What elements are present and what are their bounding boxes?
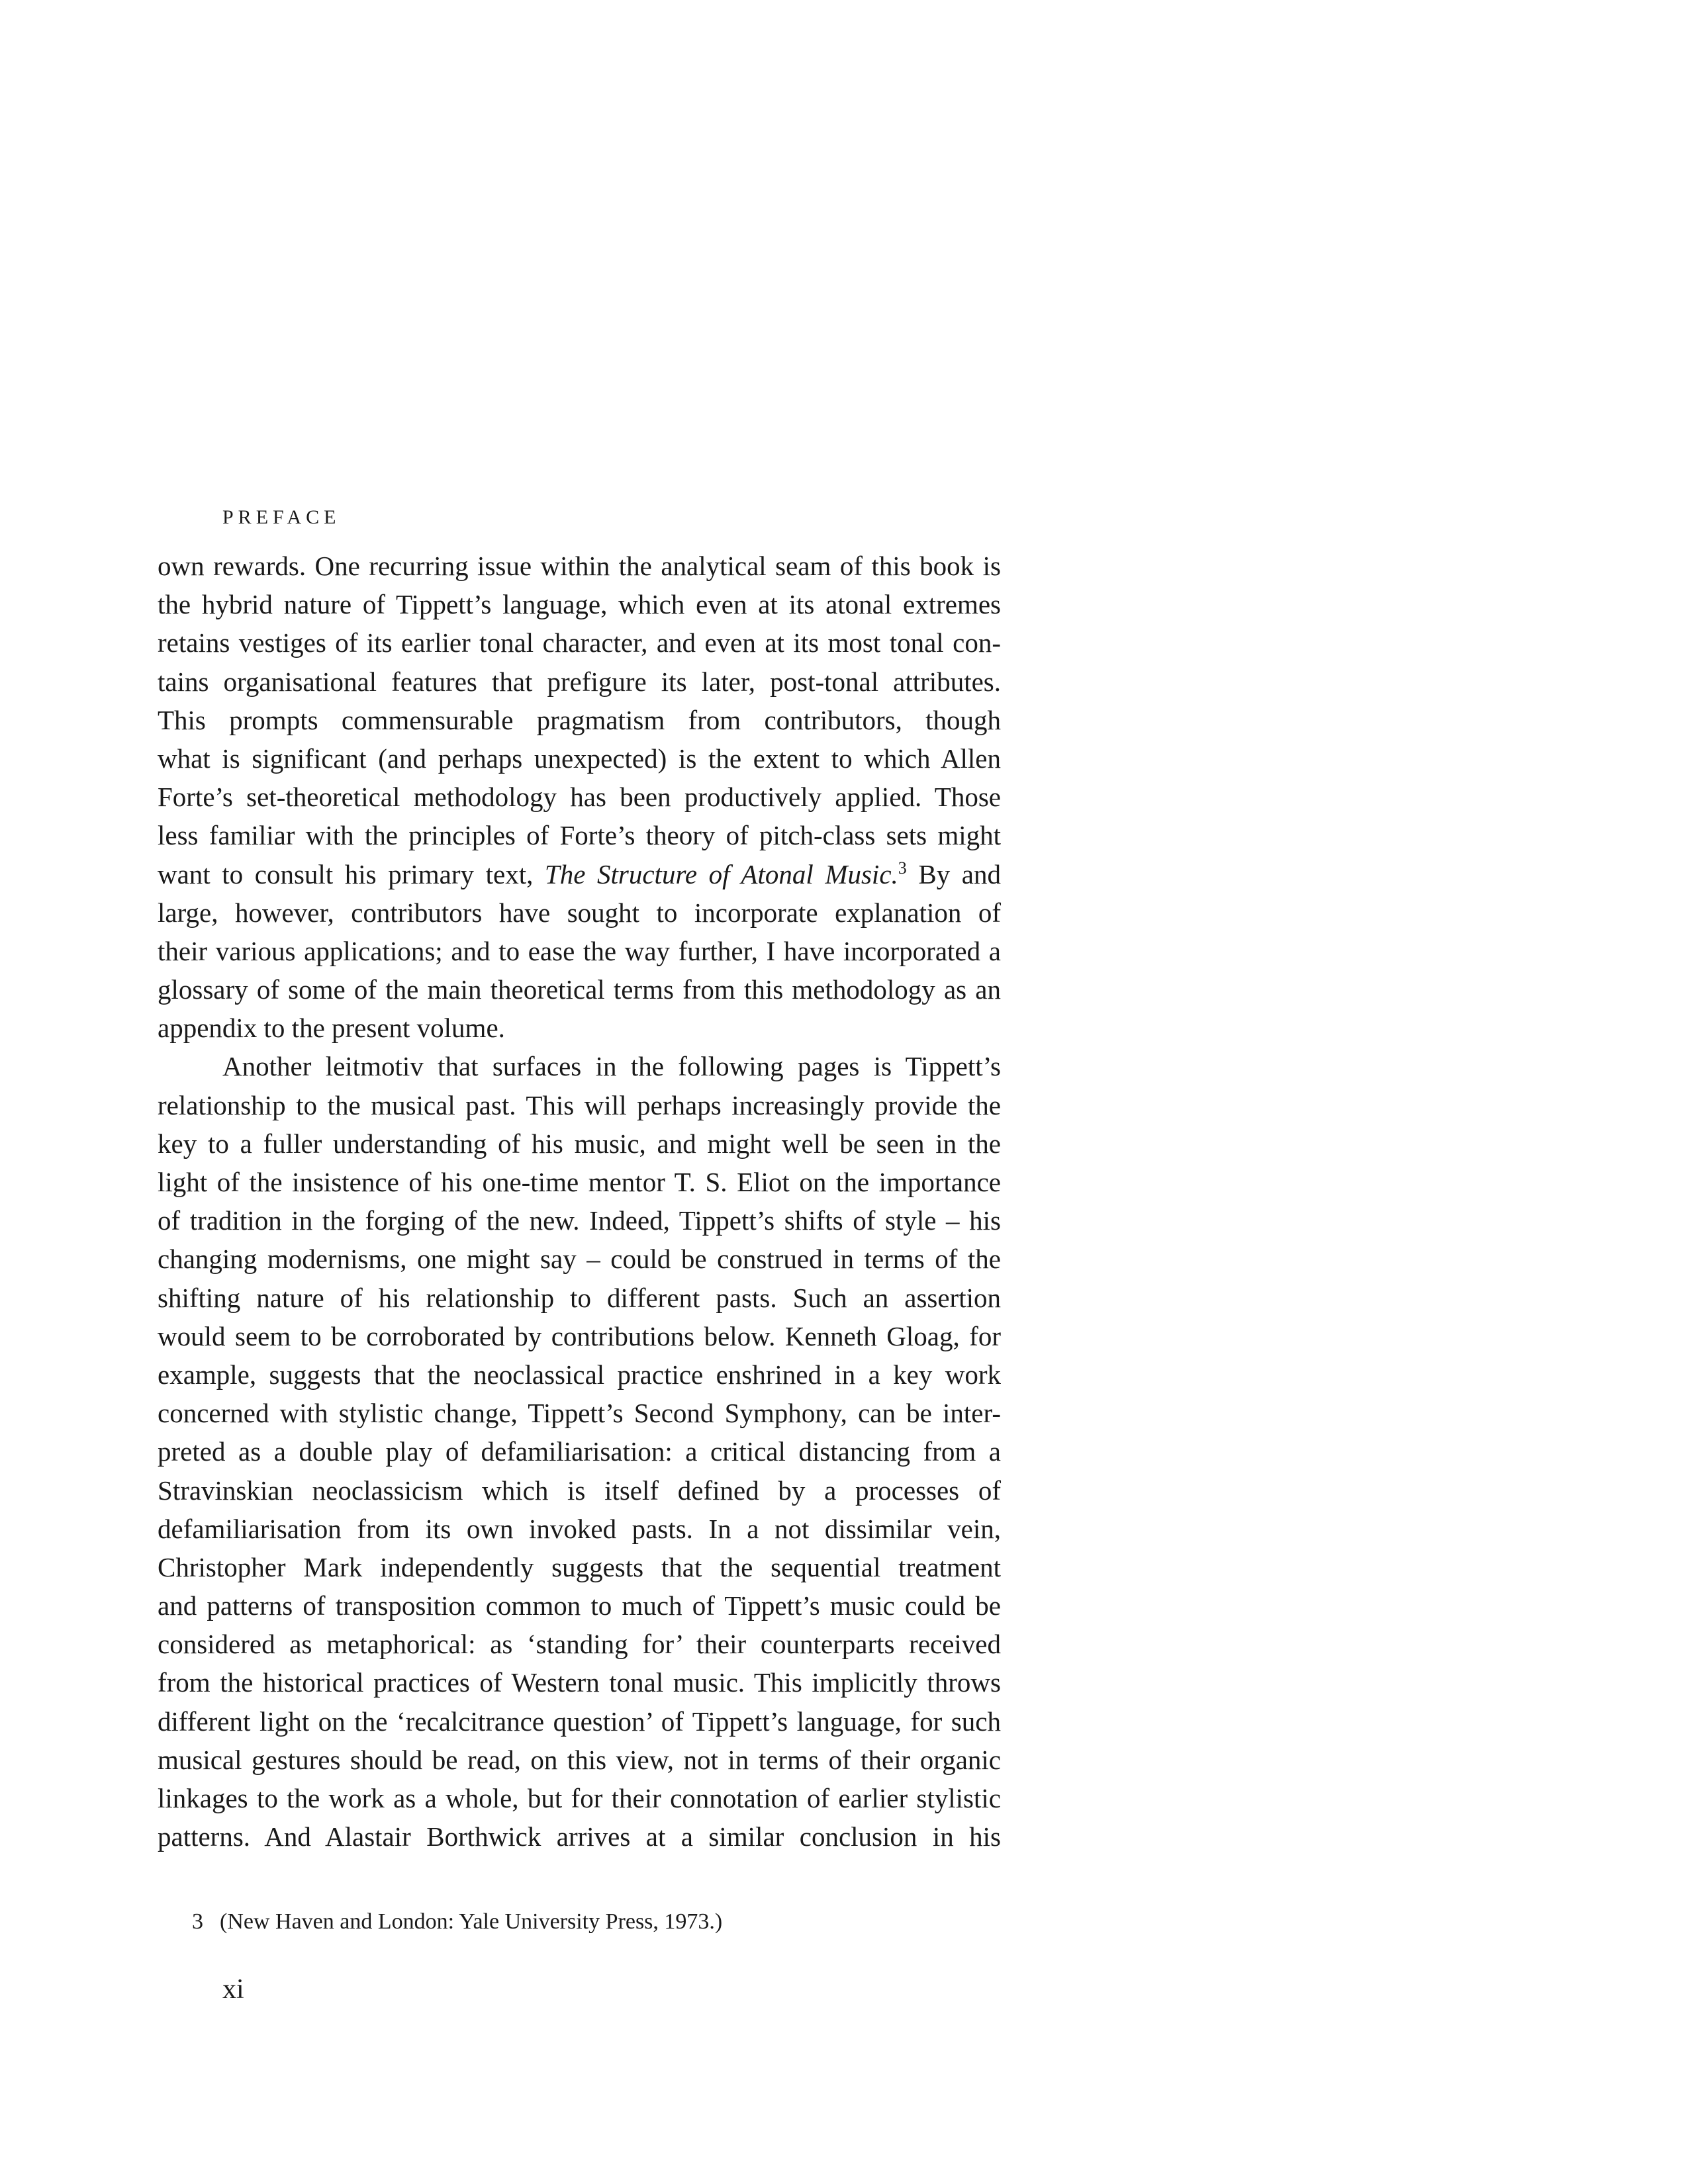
text-line: different light on the ‘recalcitrance question’ of Tippett’s language, for such <box>158 1706 1001 1737</box>
text-line: concerned with stylistic change, Tippett’s Second Symphony, can be inter- <box>158 1398 1001 1429</box>
text-line: Another leitmotiv that surfaces in the following pages is Tippett’s <box>222 1051 1001 1082</box>
text-line: of tradition in the forging of the new. Indeed, Tippett’s shifts of style – his <box>158 1205 1001 1236</box>
citation-text-after: By and <box>906 858 1002 889</box>
text-line: their various applications; and to ease the way further, I have incorporated a <box>158 935 1001 966</box>
footnote <box>192 1909 722 1935</box>
footnote-text: (New Haven and London: Yale University Press, 1973.) <box>220 1909 723 1934</box>
text-line: patterns. And Alastair Borthwick arrives at a similar conclusion in his <box>158 1821 1001 1852</box>
book-title: The Structure of Atonal Music. <box>544 858 898 889</box>
text-line: Stravinskian neoclassicism which is itself defined by a processes of <box>158 1475 1001 1506</box>
citation-line <box>158 855 1001 893</box>
text-line: own rewards. One recurring issue within the analytical seam of this book is <box>158 551 1001 581</box>
footnote-number: 3 <box>192 1909 203 1934</box>
text-line: would seem to be corroborated by contributions below. Kenneth Gloag, for <box>158 1320 1001 1351</box>
text-line: what is significant (and perhaps unexpected) is the extent to which Allen <box>158 743 1001 774</box>
text-line: appendix to the present volume. <box>158 1013 505 1044</box>
footnote-reference[interactable]: 3 <box>898 858 907 878</box>
running-head: PREFACE <box>222 506 341 528</box>
text-line: shifting nature of his relationship to different pasts. Such an assertion <box>158 1282 1001 1313</box>
text-line: tains organisational features that prefigure its later, post-tonal attributes. <box>158 666 1001 697</box>
page-number: xi <box>222 1974 244 2005</box>
body-text <box>158 547 1001 1856</box>
text-line: relationship to the musical past. This will perhaps increasingly provide the <box>158 1089 1001 1120</box>
text-line: the hybrid nature of Tippett’s language, which even at its atonal extremes <box>158 589 1001 620</box>
text-line: considered as metaphorical: as ‘standing for’ their counterparts received <box>158 1629 1001 1660</box>
text-line: preted as a double play of defamiliarisation: a critical distancing from a <box>158 1436 1001 1467</box>
text-line: This prompts commensurable pragmatism from contributors, though <box>158 704 1001 735</box>
citation-text-before: want to consult his primary text, <box>158 858 545 889</box>
text-line: retains vestiges of its earlier tonal character, and even at its most tonal con- <box>158 627 1001 659</box>
text-line: linkages to the work as a whole, but for their connotation of earlier stylistic <box>158 1783 1001 1813</box>
text-line: light of the insistence of his one-time mentor T. S. Eliot on the importance <box>158 1167 1001 1197</box>
text-line: from the historical practices of Western tonal music. This implicitly throws <box>158 1667 1001 1698</box>
text-line: changing modernisms, one might say – could be construed in terms of the <box>158 1244 1001 1275</box>
text-line: key to a fuller understanding of his music, and might well be seen in the <box>158 1128 1001 1159</box>
text-line: example, suggests that the neoclassical practice enshrined in a key work <box>158 1359 1001 1390</box>
text-line: glossary of some of the main theoretical terms from this methodology as an <box>158 974 1001 1005</box>
text-line: defamiliarisation from its own invoked pasts. In a not dissimilar vein, <box>158 1513 1001 1544</box>
text-line: and patterns of transposition common to much of Tippett’s music could be <box>158 1590 1001 1621</box>
text-line: less familiar with the principles of Forte’s theory of pitch-class sets might <box>158 820 1001 851</box>
text-line: musical gestures should be read, on this view, not in terms of their organic <box>158 1744 1001 1775</box>
text-line: large, however, contributors have sought to incorporate explanation of <box>158 897 1001 928</box>
text-line: Christopher Mark independently suggests that the sequential treatment <box>158 1551 1001 1582</box>
text-line: Forte’s set-theoretical methodology has been productively applied. Those <box>158 782 1001 813</box>
